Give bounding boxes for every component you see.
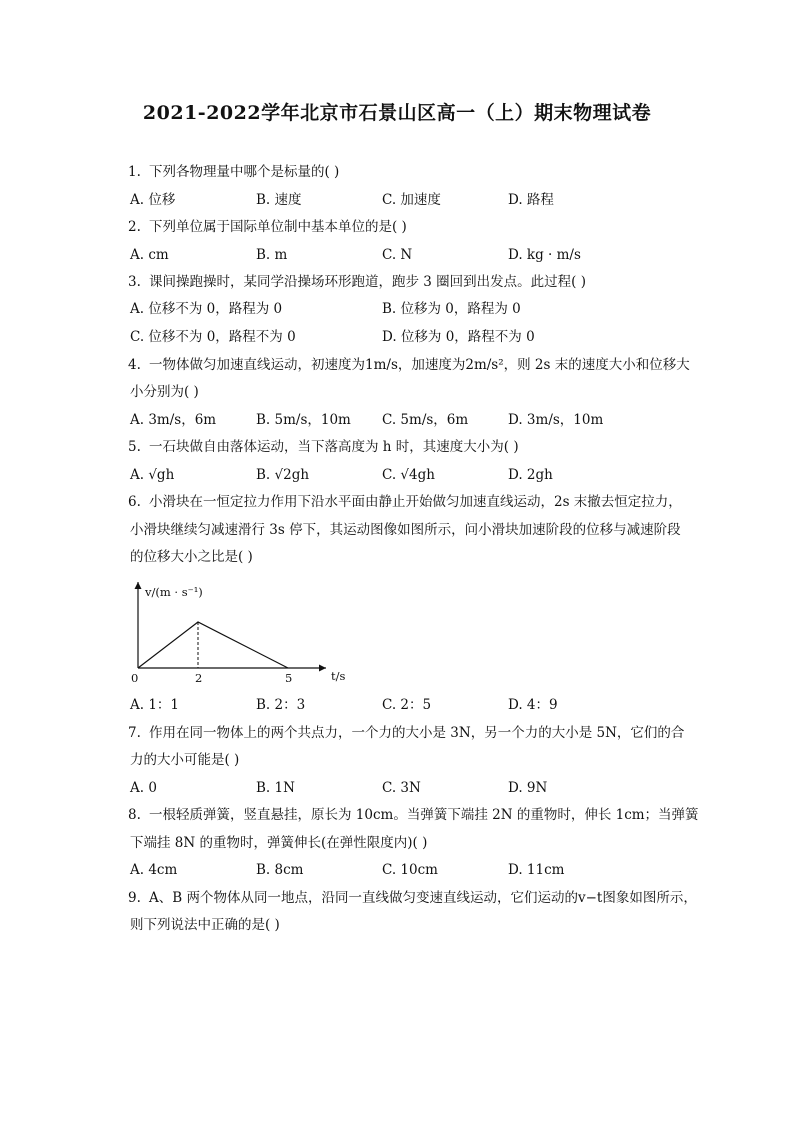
question-8-text-cont: 下端挂 8N 的重物时，弹簧伸长(在弹性限度内)( ) <box>130 835 428 851</box>
question-7-number: 7. <box>128 725 141 741</box>
question-8-option-c: C. 10cm <box>382 862 438 878</box>
chart-x-axis-label: t/s <box>331 669 346 683</box>
question-5-text: 一石块做自由落体运动，当下落高度为 h 时，其速度大小为( ) <box>149 439 519 455</box>
question-6-text-cont-1: 小滑块继续匀减速滑行 3s 停下，其运动图像如图所示，问小滑块加速阶段的位移与减速阶段 <box>130 522 681 538</box>
question-8-text: 一根轻质弹簧，竖直悬挂，原长为 10cm。当弹簧下端挂 2N 的重物时，伸长 1cm；当弹簧 <box>149 807 699 823</box>
question-9-number: 9. <box>128 890 141 906</box>
question-8-option-a: A. 4cm <box>130 862 178 878</box>
velocity-time-chart <box>128 576 358 688</box>
exam-title: 2021-2022学年北京市石景山区高一（上）期末物理试卷 <box>142 102 652 124</box>
question-7-text: 作用在同一物体上的两个共点力，一个力的大小是 3N，另一个力的大小是 5N，它们的合 <box>149 725 685 741</box>
question-4-option-a: A. 3m/s，6m <box>130 412 217 428</box>
question-8-option-d: D. 11cm <box>508 862 565 878</box>
question-7-option-b: B. 1N <box>256 780 295 796</box>
question-6-option-a: A. 1：1 <box>130 697 180 713</box>
question-3-option-a: A. 位移不为 0，路程为 0 <box>130 301 283 317</box>
question-7-text-cont: 力的大小可能是( ) <box>130 752 240 768</box>
question-5-option-d: D. 2gh <box>508 467 553 483</box>
question-2-number: 2. <box>128 219 141 235</box>
question-4-option-d: D. 3m/s，10m <box>508 412 604 428</box>
question-4-option-b: B. 5m/s，10m <box>256 412 351 428</box>
question-9-text-cont: 则下列说法中正确的是( ) <box>130 917 280 933</box>
question-1-option-a: A. 位移 <box>130 192 176 208</box>
question-6-text-cont-2: 的位移大小之比是( ) <box>130 549 253 565</box>
question-3-option-d: D. 位移为 0，路程不为 0 <box>382 329 535 345</box>
question-1-option-d: D. 路程 <box>508 192 554 208</box>
question-5-number: 5. <box>128 439 141 455</box>
question-6-option-d: D. 4：9 <box>508 697 558 713</box>
chart-y-axis-label: v/(m · s⁻¹) <box>145 585 203 599</box>
question-6-option-b: B. 2：3 <box>256 697 306 713</box>
question-2-option-d: D. kg · m/s <box>508 247 581 263</box>
question-8-number: 8. <box>128 807 141 823</box>
question-6-text: 小滑块在一恒定拉力作用下沿水平面由静止开始做匀加速直线运动，2s 末撤去恒定拉力， <box>149 494 682 510</box>
question-4-text: 一物体做匀加速直线运动，初速度为1m/s，加速度为2m/s²，则 2s 末的速度大小和位移大 <box>149 357 690 373</box>
question-2-text: 下列单位属于国际单位制中基本单位的是( ) <box>149 219 407 235</box>
question-5-option-c: C. √4gh <box>382 467 435 483</box>
question-3-option-c: C. 位移不为 0，路程不为 0 <box>130 329 296 345</box>
question-9-text: A、B 两个物体从同一地点，沿同一直线做匀变速直线运动，它们运动的v−t图象如图所示， <box>149 890 697 906</box>
question-1-text: 下列各物理量中哪个是标量的( ) <box>149 164 340 180</box>
x-tick-label: 5 <box>285 671 293 685</box>
question-5-option-b: B. √2gh <box>256 467 310 483</box>
question-3-text: 课间操跑操时，某同学沿操场环形跑道，跑步 3 圈回到出发点。此过程( ) <box>149 274 586 290</box>
question-8-option-b: B. 8cm <box>256 862 304 878</box>
question-7-option-c: C. 3N <box>382 780 421 796</box>
question-4-number: 4. <box>128 357 141 373</box>
question-6-option-c: C. 2：5 <box>382 697 432 713</box>
question-6-number: 6. <box>128 494 141 510</box>
question-7-option-a: A. 0 <box>130 780 157 796</box>
question-2-option-c: C. N <box>382 247 413 263</box>
question-5-option-a: A. √gh <box>130 467 175 483</box>
question-3-number: 3. <box>128 274 141 290</box>
question-1-option-c: C. 加速度 <box>382 192 441 208</box>
x-tick-label: 2 <box>195 671 203 685</box>
question-2-option-a: A. cm <box>130 247 169 263</box>
question-3-option-b: B. 位移为 0，路程为 0 <box>382 301 521 317</box>
question-4-text-cont: 小分别为( ) <box>130 384 199 400</box>
question-4-option-c: C. 5m/s，6m <box>382 412 469 428</box>
question-7-option-d: D. 9N <box>508 780 548 796</box>
x-tick-label: 0 <box>131 671 139 685</box>
question-2-option-b: B. m <box>256 247 288 263</box>
question-1-option-b: B. 速度 <box>256 192 302 208</box>
velocity-line <box>138 622 288 668</box>
question-1-number: 1. <box>128 164 141 180</box>
